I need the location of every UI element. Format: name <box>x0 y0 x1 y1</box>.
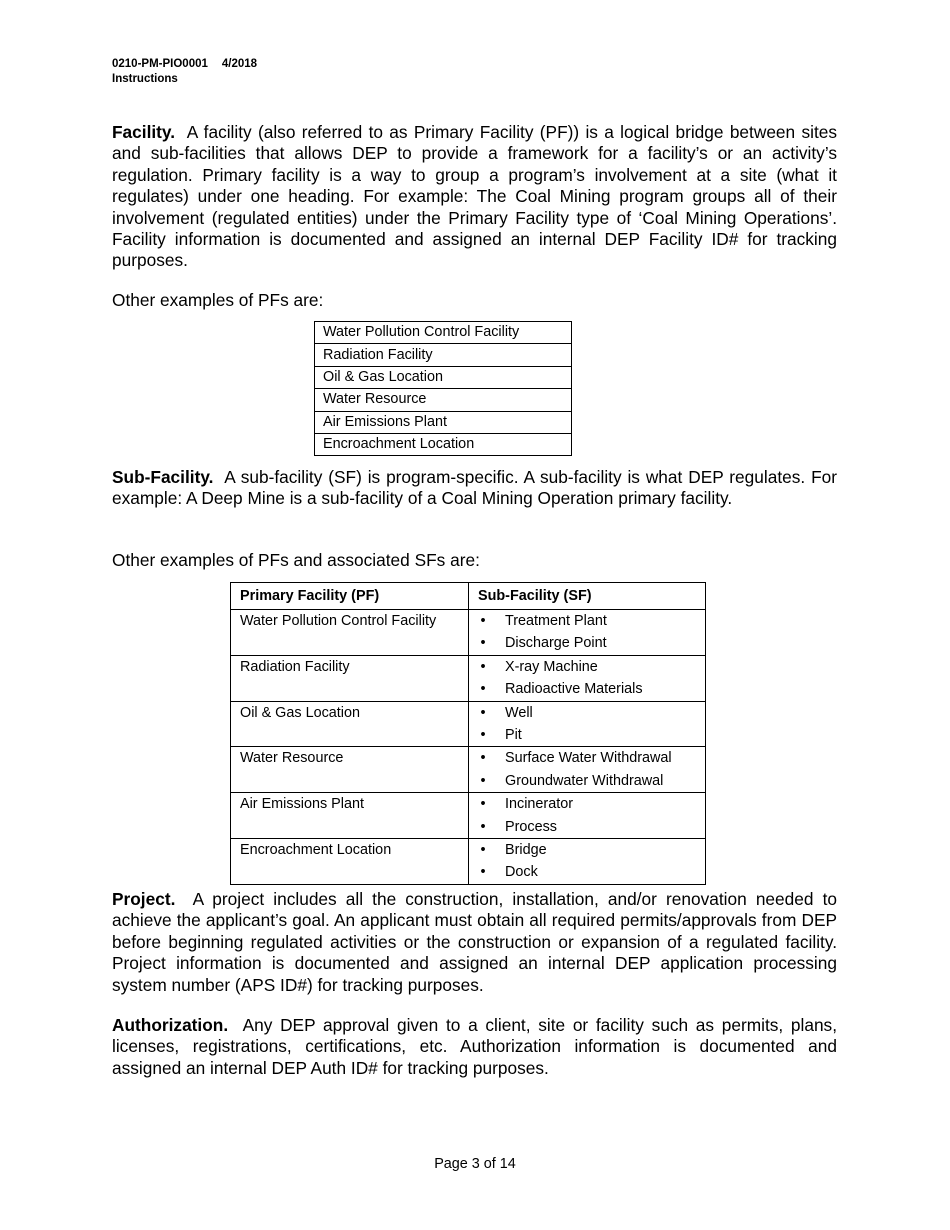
list-item <box>478 747 705 769</box>
table-row <box>231 838 706 884</box>
sf-item: Discharge Point <box>505 635 607 652</box>
list-item <box>478 724 705 746</box>
pf-cell: Water Pollution Control Facility <box>240 613 437 629</box>
bullet-icon: • <box>480 635 486 652</box>
sf-list <box>478 702 705 747</box>
sf-item: Treatment Plant <box>505 613 607 629</box>
form-date: 4/2018 <box>221 58 258 70</box>
pf-cell: Air Emissions Plant <box>240 796 364 813</box>
bullet-icon: • <box>480 681 486 698</box>
facility-paragraph <box>112 122 837 272</box>
list-item <box>478 656 705 678</box>
pf-example: Air Emissions Plant <box>315 411 572 433</box>
bullet-icon: • <box>480 613 486 629</box>
list-item <box>478 770 705 792</box>
list-item <box>478 610 705 632</box>
list-item <box>478 839 705 861</box>
table-header-row <box>231 583 706 610</box>
sf-list <box>478 656 705 701</box>
sf-item: Process <box>505 818 557 835</box>
table-row <box>315 411 572 433</box>
subfacility-text: A sub-facility (SF) is program-specific. A sub-facility is what DEP regulates. For example: A Deep Mine is a sub-facility of a Coal Mining Operation primary facility. <box>112 467 837 509</box>
project-text: A project includes all the construction, installation, and/or renovation needed to achieve the applicant’s goal. An applicant must obtain all required permits/approvals from DEP before beginning regulated activities or the construction or expansion of a regulated facility. Project information is documented and assigned an internal DEP application processing system number (APS ID#) for tracking purposes. <box>112 889 837 995</box>
pf-intro: Other examples of PFs are: <box>112 290 324 310</box>
list-item <box>478 793 705 815</box>
table-row <box>315 433 572 455</box>
sf-column-header: Sub-Facility (SF) <box>469 583 706 610</box>
form-label: Instructions <box>112 73 178 85</box>
bullet-icon: • <box>480 726 486 743</box>
table-row <box>231 701 706 747</box>
pf-example: Radiation Facility <box>315 344 572 366</box>
bullet-icon: • <box>480 841 486 858</box>
pf-example: Water Resource <box>315 389 572 411</box>
sf-list <box>478 610 705 655</box>
pf-column-header: Primary Facility (PF) <box>231 583 469 610</box>
pf-cell: Encroachment Location <box>240 841 392 858</box>
table-row <box>231 655 706 701</box>
list-item <box>478 702 705 724</box>
document-header <box>112 57 257 87</box>
authorization-text: Any DEP approval given to a client, site or facility such as permits, plans, licenses, registrations, certifications, etc. Authorization information is documented and assigned an internal DEP Auth ID# for tracking purposes. <box>112 1015 837 1078</box>
sf-item: Groundwater Withdrawal <box>505 772 664 789</box>
facility-term: Facility. <box>112 122 176 142</box>
bullet-icon: • <box>480 796 486 813</box>
sf-item: Radioactive Materials <box>505 681 643 698</box>
sf-item: Dock <box>505 864 538 881</box>
list-item <box>478 678 705 700</box>
table-row <box>315 389 572 411</box>
subfacility-paragraph <box>112 467 837 510</box>
pf-cell: Oil & Gas Location <box>240 704 360 721</box>
sf-list <box>478 793 705 838</box>
sf-item: X-ray Machine <box>505 658 598 675</box>
table-row <box>231 747 706 793</box>
table-row <box>231 610 706 656</box>
bullet-icon: • <box>480 704 486 721</box>
sf-list <box>478 839 705 884</box>
project-paragraph <box>112 889 837 996</box>
bullet-icon: • <box>480 864 486 881</box>
page-number: Page 3 of 14 <box>434 1156 516 1172</box>
table-row <box>315 366 572 388</box>
list-item <box>478 861 705 883</box>
sf-list <box>478 747 705 792</box>
sf-item: Surface Water Withdrawal <box>505 750 672 767</box>
pf-examples-table <box>314 321 572 456</box>
sf-item: Incinerator <box>505 796 573 813</box>
authorization-paragraph <box>112 1015 837 1079</box>
bullet-icon: • <box>480 772 486 789</box>
table-row <box>231 793 706 839</box>
bullet-icon: • <box>480 818 486 835</box>
sf-item: Bridge <box>505 841 547 858</box>
subfacility-term: Sub-Facility. <box>112 467 214 487</box>
pf-example: Water Pollution Control Facility <box>315 322 572 344</box>
sf-item: Pit <box>505 726 522 743</box>
list-item <box>478 816 705 838</box>
list-item <box>478 632 705 654</box>
pf-example: Oil & Gas Location <box>315 366 572 388</box>
form-code: 0210-PM-PIO0001 <box>112 58 208 70</box>
pf-cell: Water Resource <box>240 750 344 767</box>
authorization-term: Authorization. <box>112 1015 229 1035</box>
sf-intro: Other examples of PFs and associated SFs are: <box>112 550 480 570</box>
pf-sf-table <box>230 582 706 885</box>
table-row <box>315 322 572 344</box>
table-row <box>315 344 572 366</box>
sf-item: Well <box>505 704 533 721</box>
bullet-icon: • <box>480 750 486 767</box>
bullet-icon: • <box>480 658 486 675</box>
facility-text: A facility (also referred to as Primary Facility (PF)) is a logical bridge between sites and sub-facilities that allows DEP to provide a framework for a facility’s or an activity’s regulation. Primary facility is a way to group a program’s involvement at a site (what it regulates) under one heading. For example: The Coal Mining program groups all of their involvement (regulated entities) under the Primary Facility type of ‘Coal Mining Operations’. Facility information is documented and assigned an internal DEP Facility ID# for tracking purposes. <box>112 122 838 271</box>
pf-example: Encroachment Location <box>315 433 572 455</box>
project-term: Project. <box>112 889 176 909</box>
pf-cell: Radiation Facility <box>240 658 350 675</box>
